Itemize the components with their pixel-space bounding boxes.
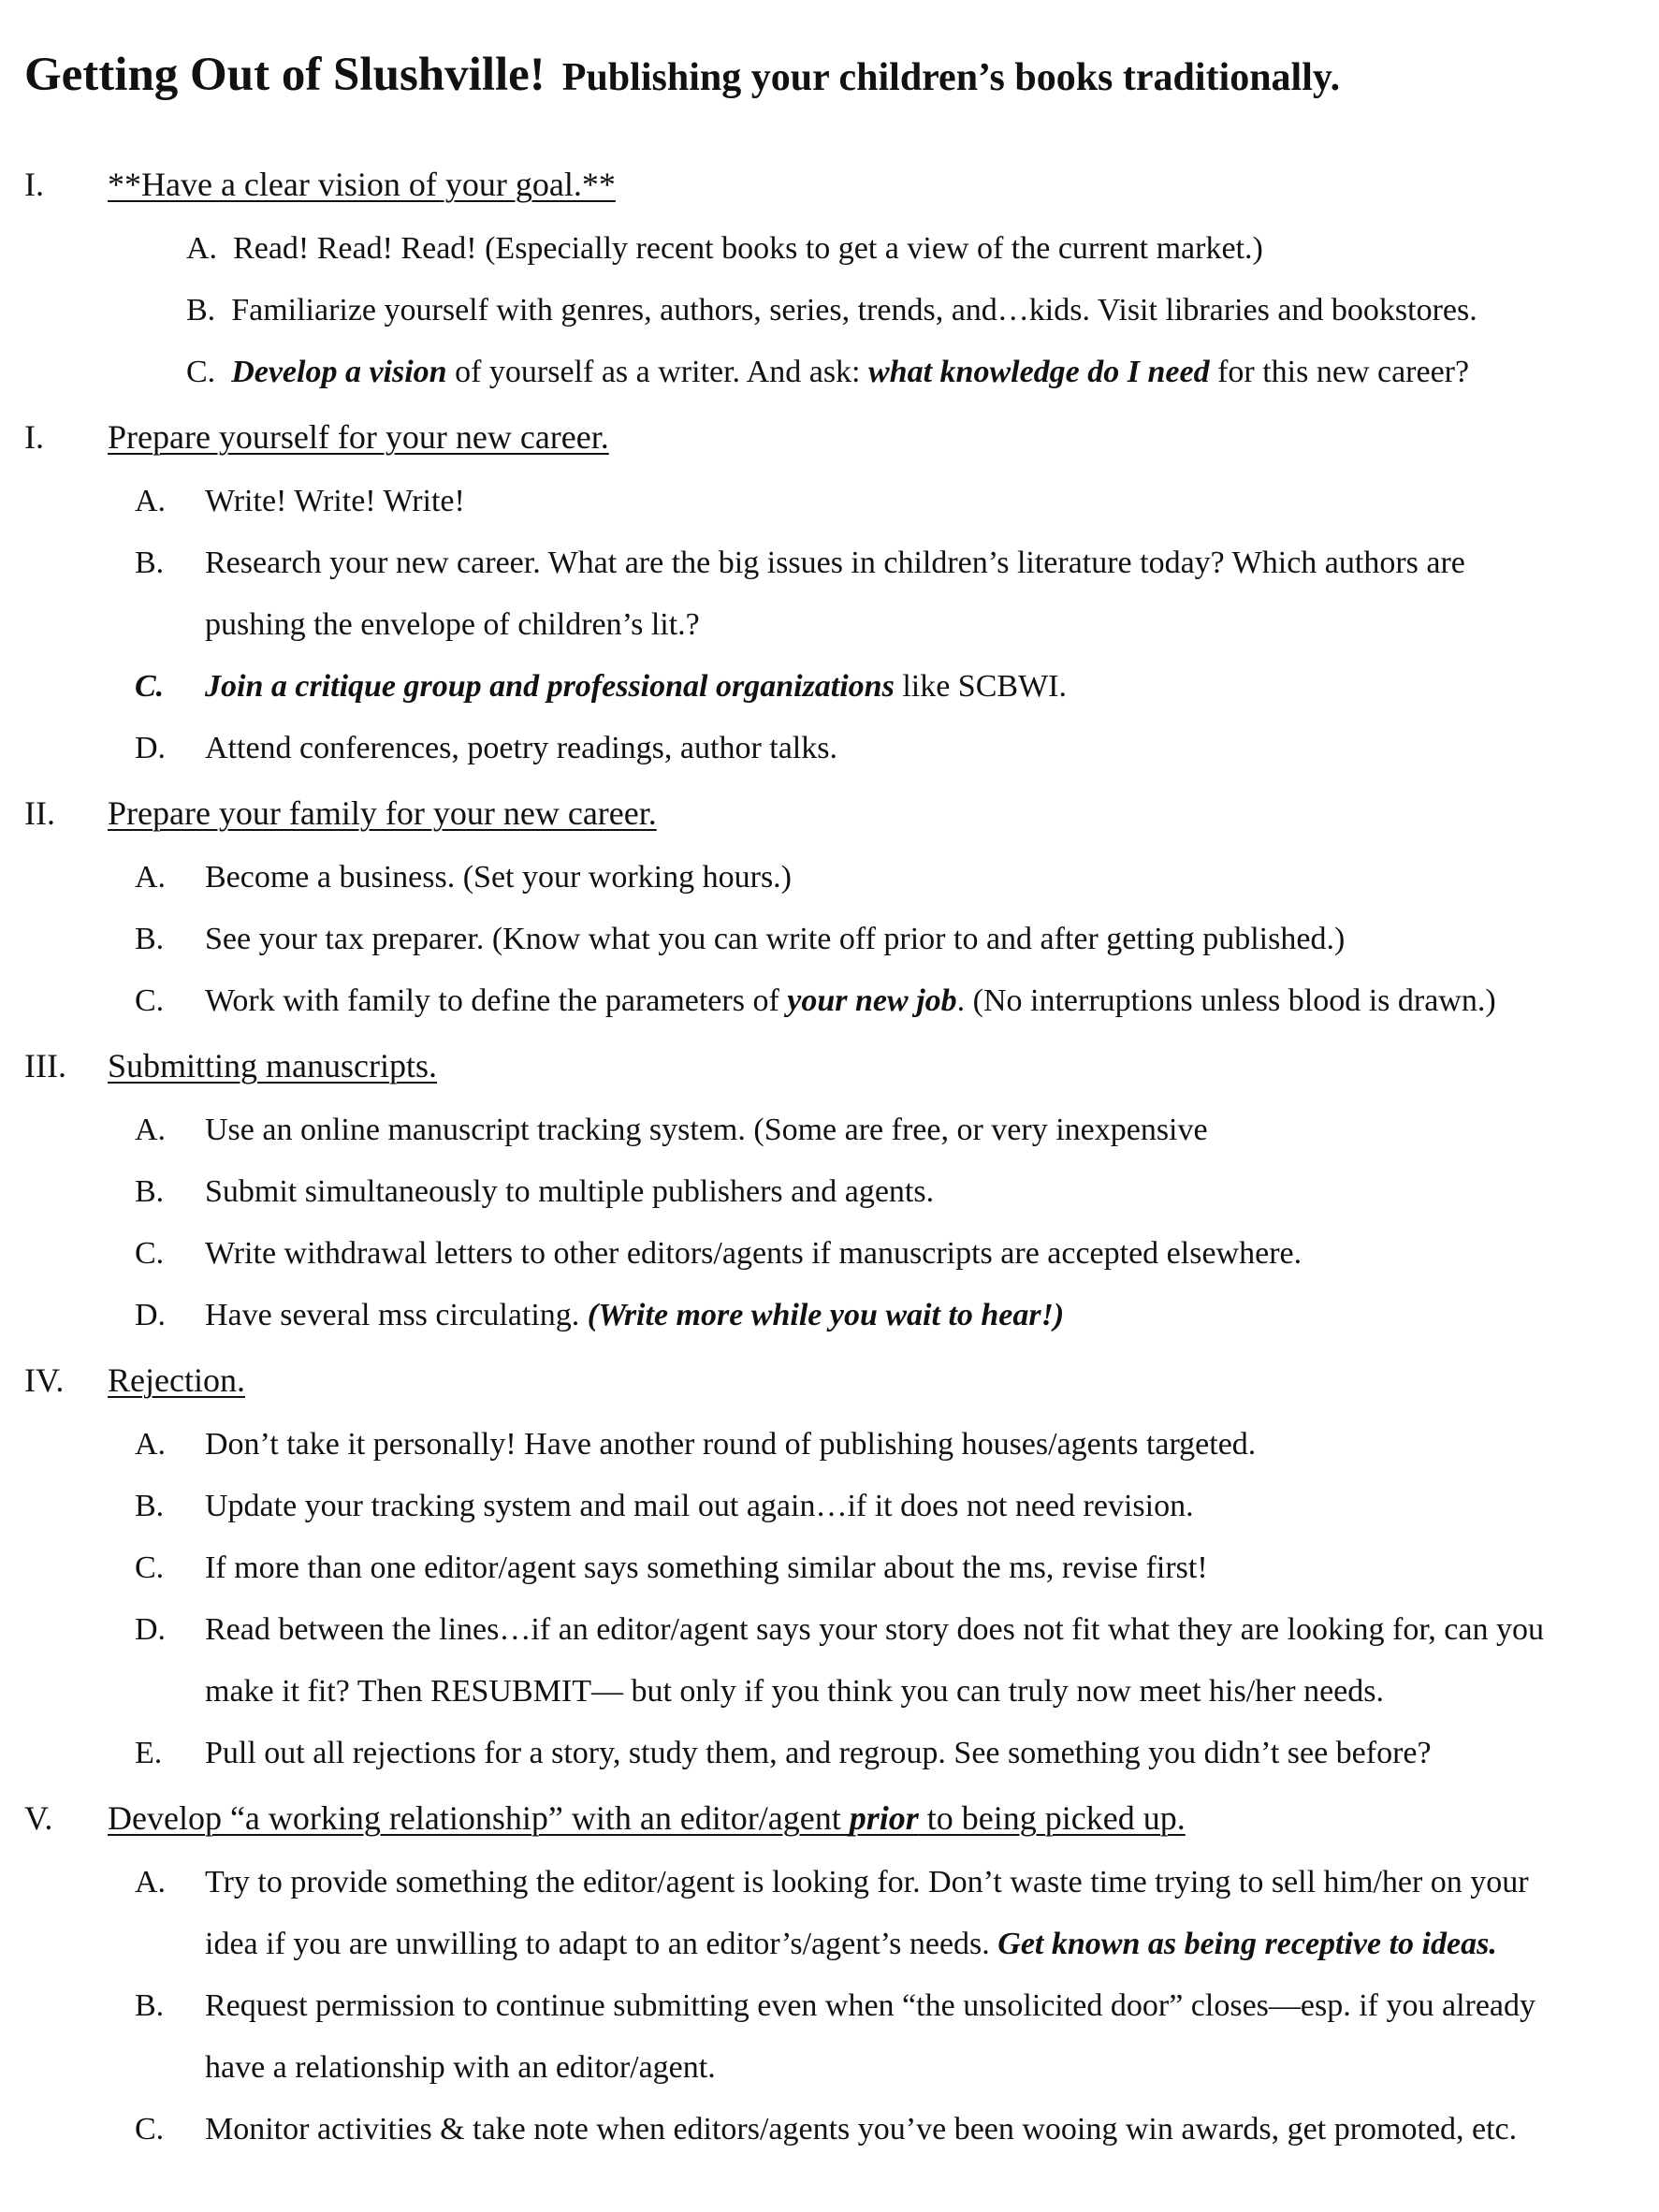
item-letter: A. — [135, 1113, 167, 1147]
item-letter: B. — [135, 1988, 165, 2023]
item-text: Work with family to define the parameters of — [205, 983, 788, 1018]
item-text: of yourself as a writer. And ask: — [446, 355, 868, 389]
item-letter: B. — [186, 293, 216, 327]
item-text-bold: your new job — [787, 983, 957, 1018]
item-letter: E. — [135, 1736, 163, 1770]
item-text-bold: what knowledge do I need — [868, 355, 1210, 389]
item-letter: B. — [135, 1174, 165, 1209]
item-letter: C. — [135, 669, 165, 704]
item-text: Try to provide something the editor/agent is looking for. Don’t waste time trying to sell him/her on your — [205, 1865, 1529, 1899]
item-letter: B. — [135, 546, 165, 580]
item-text: Read! Read! Read! (Especially recent books to get a view of the current market.) — [233, 231, 1263, 266]
item-letter: A. — [135, 860, 167, 895]
item-letter: C. — [186, 355, 216, 389]
item-letter: A. — [135, 1427, 167, 1462]
item-text: for this new career? — [1209, 355, 1470, 389]
section-numeral: II. — [24, 794, 55, 832]
item-letter: C. — [135, 2112, 165, 2147]
section-heading: Prepare your family for your new career. — [108, 794, 657, 832]
item-text: Don’t take it personally! Have another round of publishing houses/agents targeted. — [205, 1427, 1257, 1462]
section-heading: Rejection. — [108, 1361, 245, 1399]
section-numeral: I. — [24, 418, 44, 456]
item-text: Have several mss circulating. — [205, 1298, 588, 1332]
item-text: idea if you are unwilling to adapt to an editor’s/agent’s needs. — [205, 1927, 998, 1961]
outline-item — [205, 982, 1496, 1021]
outline-item — [205, 1297, 1064, 1335]
item-letter: B. — [135, 922, 165, 956]
item-text: like SCBWI. — [894, 669, 1067, 704]
item-text: Request permission to continue submitting even when “the unsolicited door” closes—esp. if you already — [205, 1988, 1536, 2023]
item-letter: D. — [135, 731, 167, 765]
outline-item — [186, 354, 1469, 392]
item-letter: D. — [135, 1612, 167, 1647]
item-text: Update your tracking system and mail out again…if it does not need revision. — [205, 1489, 1194, 1523]
section-heading: Submitting manuscripts. — [108, 1047, 438, 1084]
item-text: If more than one editor/agent says something similar about the ms, revise first! — [205, 1550, 1208, 1585]
item-letter: C. — [135, 983, 165, 1018]
outline-item — [186, 292, 1477, 330]
item-text: Write! Write! Write! — [205, 484, 465, 518]
item-text-bold: Get known as being receptive to ideas. — [997, 1927, 1497, 1961]
heading-text: Develop “a working relationship” with an editor/agent — [108, 1799, 850, 1837]
section-heading: Prepare yourself for your new career. — [108, 418, 609, 456]
heading-text-bold: prior — [849, 1799, 919, 1837]
outline-item-continued — [205, 1926, 1497, 1964]
item-letter: B. — [135, 1489, 165, 1523]
section-numeral: IV. — [24, 1361, 65, 1399]
item-text: Pull out all rejections for a story, study them, and regroup. See something you didn’t see before? — [205, 1736, 1432, 1770]
item-text: Attend conferences, poetry readings, author talks. — [205, 731, 837, 765]
item-letter: C. — [135, 1236, 165, 1271]
title-main: Getting Out of Slushville! — [24, 49, 546, 101]
page-title — [24, 49, 1652, 101]
item-text: Become a business. (Set your working hours.) — [205, 860, 793, 895]
item-letter: C. — [135, 1550, 165, 1585]
title-subtitle: Publishing your children’s books traditionally. — [561, 56, 1341, 99]
item-letter: A. — [135, 1865, 167, 1899]
item-text: Submit simultaneously to multiple publishers and agents. — [205, 1174, 935, 1209]
item-text: Research your new career. What are the big issues in children’s literature today? Which authors are — [205, 546, 1465, 580]
section-heading: **Have a clear vision of your goal.** — [108, 166, 616, 203]
item-letter: D. — [135, 1298, 167, 1332]
item-text: . (No interruptions unless blood is drawn.) — [956, 983, 1496, 1018]
item-text-bold: Join a critique group and professional organizations — [205, 669, 895, 704]
item-text: Write withdrawal letters to other editors/agents if manuscripts are accepted elsewhere. — [205, 1236, 1302, 1271]
item-text: Read between the lines…if an editor/agent says your story does not fit what they are looking for, can you — [205, 1612, 1544, 1647]
item-text-bold: Develop a vision — [231, 355, 447, 389]
outline-item — [205, 668, 1067, 706]
item-text: Monitor activities & take note when editors/agents you’ve been wooing win awards, get promoted, etc. — [205, 2112, 1518, 2147]
item-text: Use an online manuscript tracking system. (Some are free, or very inexpensive — [205, 1113, 1208, 1147]
item-letter: A. — [186, 231, 218, 266]
section-numeral: V. — [24, 1799, 53, 1837]
item-text-continued: have a relationship with an editor/agent. — [205, 2050, 716, 2085]
item-text: See your tax preparer. (Know what you can write off prior to and after getting published.) — [205, 922, 1346, 956]
item-text-bold: (Write more while you wait to hear!) — [587, 1298, 1065, 1332]
outline-item — [186, 230, 1263, 269]
item-text: Familiarize yourself with genres, authors, series, trends, and…kids. Visit libraries and bookstores. — [231, 293, 1477, 327]
section-numeral: I. — [24, 166, 44, 203]
item-text-continued: pushing the envelope of children’s lit.? — [205, 607, 700, 642]
item-text-continued: make it fit? Then RESUBMIT— but only if you think you can truly now meet his/her needs. — [205, 1674, 1385, 1709]
item-letter: A. — [135, 484, 167, 518]
section-numeral: III. — [24, 1047, 66, 1084]
section-heading — [108, 1798, 1186, 1839]
heading-text: to being picked up. — [918, 1799, 1186, 1837]
